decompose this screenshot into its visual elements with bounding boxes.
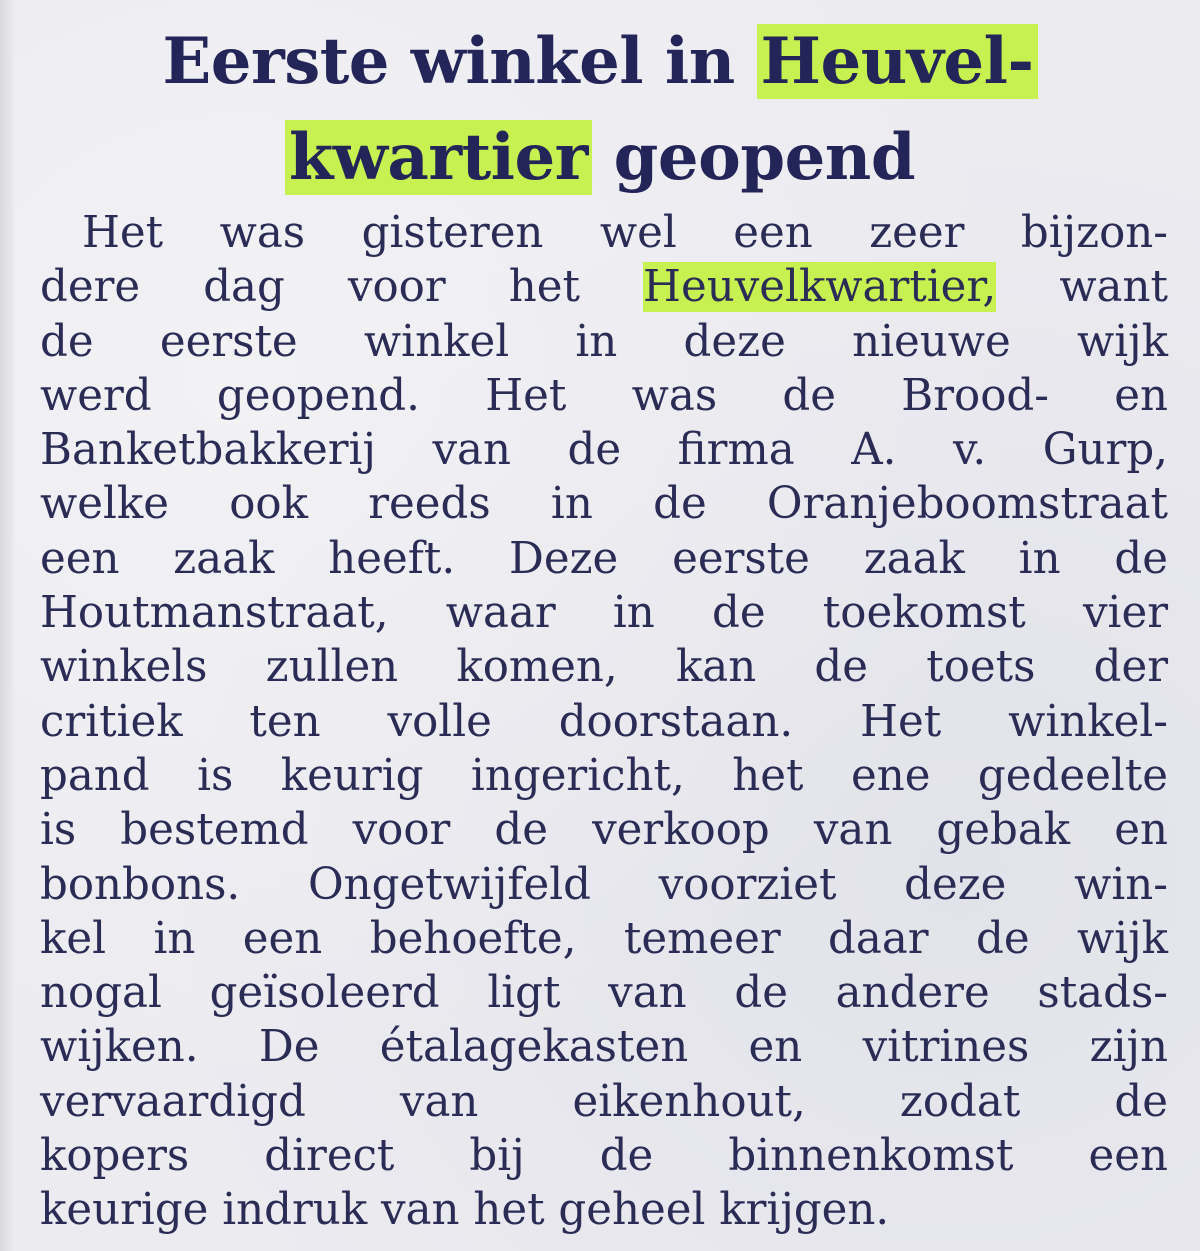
- article-line: Het was gisteren wel een zeer bijzon-: [82, 208, 1168, 258]
- article-line: is bestemd voor de verkoop van gebak en: [40, 805, 1168, 856]
- article-body: [40, 206, 1168, 1238]
- article-line: welke ook reeds in de Oranjeboomstraat: [40, 479, 1168, 530]
- article-line: een zaak heeft. Deze eerste zaak in de: [40, 533, 1168, 584]
- article-line: werd geopend. Het was de Brood- en: [40, 370, 1168, 421]
- article-line: bonbons. Ongetwijfeld voorziet deze win-: [40, 859, 1168, 910]
- headline-line-1: [0, 14, 1200, 110]
- article-line: critiek ten volle doorstaan. Het winkel-: [40, 696, 1168, 747]
- article-line: pand is keurig ingericht, het ene gedeelte: [40, 750, 1168, 801]
- article-line: [40, 260, 1168, 314]
- headline: [0, 14, 1200, 206]
- headline-highlight-1: Heuvel-: [757, 24, 1038, 99]
- article-line: de eerste winkel in deze nieuwe wijk: [40, 316, 1168, 367]
- article-line: Banketbakkerij van de firma A. v. Gurp,: [40, 425, 1168, 476]
- article-text: dere dag voor het: [40, 262, 644, 313]
- article-line: winkels zullen komen, kan de toets der: [40, 642, 1168, 693]
- article-line: kopers direct bij de binnenkomst een: [40, 1131, 1168, 1182]
- headline-highlight-2: kwartier: [285, 120, 592, 195]
- article-line: keurige indruk van het geheel krijgen.: [40, 1185, 890, 1236]
- headline-line-2: [0, 110, 1200, 206]
- article-line: vervaardigd van eikenhout, zodat de: [40, 1076, 1168, 1127]
- article-line: wijken. De étalagekasten en vitrines zijn: [40, 1022, 1168, 1073]
- article-line: nogal geïsoleerd ligt van de andere stads-: [40, 968, 1168, 1019]
- article-line: Houtmanstraat, waar in de toekomst vier: [40, 588, 1168, 639]
- article-line: kel in een behoefte, temeer daar de wijk: [40, 913, 1168, 964]
- headline-text-1: Eerste winkel in: [162, 24, 757, 99]
- headline-text-2: geopend: [591, 120, 916, 195]
- article-highlight: Heuvelkwartier,: [643, 262, 997, 313]
- article-text: want: [996, 262, 1168, 313]
